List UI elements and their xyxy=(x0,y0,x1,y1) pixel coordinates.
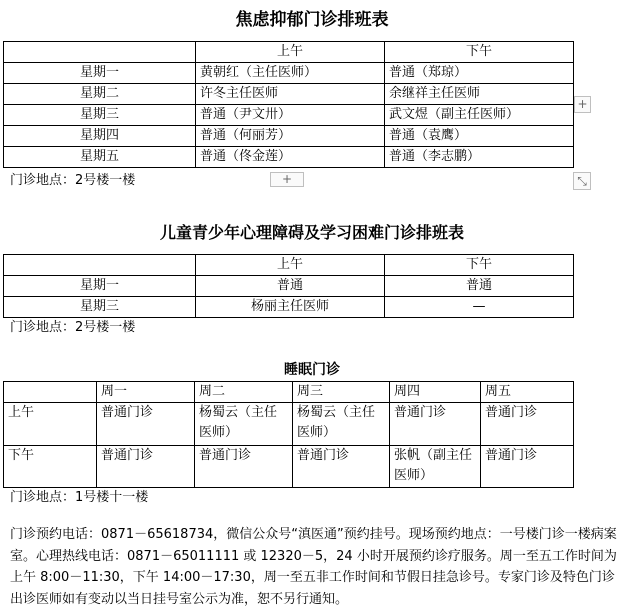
appointment-notice: 门诊预约电话：0871－65618734，微信公众号“滇医通”预约挂号。现场预约地点：一号楼门诊一楼病案室。心理热线电话：0871－65011111 或 12320－5，24 小时开展预约诊疗服务。周一至五工作时间为上午 8:00－11:30，下午 14:00－17:30，周一至五非工作时间和节假日挂急诊号。专家门诊及特色门诊出诊医师如有变动以当日挂号室公示为准，恕不另行通知。 xyxy=(10,527,617,607)
schedule-cell: 普通门诊 xyxy=(293,446,390,488)
morning-cell: 普通（佟金莲） xyxy=(196,147,385,168)
schedule-cell: 普通门诊 xyxy=(97,403,195,446)
day-cell: 星期五 xyxy=(4,147,196,168)
header-cell xyxy=(4,42,196,63)
child-schedule-table xyxy=(3,254,574,318)
schedule-cell: 普通门诊 xyxy=(97,446,195,488)
morning-cell: 普通（何丽芳） xyxy=(196,126,385,147)
header-cell: 周五 xyxy=(481,382,574,403)
header-cell xyxy=(4,255,196,276)
day-cell: 星期二 xyxy=(4,84,196,105)
period-cell: 上午 xyxy=(4,403,97,446)
schedule-cell: 杨蜀云（主任医师） xyxy=(195,403,293,446)
day-cell: 星期四 xyxy=(4,126,196,147)
afternoon-cell: 普通（李志鹏） xyxy=(385,147,574,168)
schedule-cell: 普通门诊 xyxy=(195,446,293,488)
morning-cell: 杨丽主任医师 xyxy=(196,297,385,318)
header-cell: 下午 xyxy=(385,42,574,63)
morning-cell: 许冬主任医师 xyxy=(196,84,385,105)
table-header-row xyxy=(4,42,574,63)
period-cell: 下午 xyxy=(4,446,97,488)
schedule-cell: 普通门诊 xyxy=(481,446,574,488)
sleep-clinic-title: 睡眠门诊 xyxy=(284,362,340,378)
header-cell: 上午 xyxy=(196,255,385,276)
table-row xyxy=(4,63,574,84)
afternoon-cell: 余继祥主任医师 xyxy=(385,84,574,105)
morning-cell: 普通（尹文卅） xyxy=(196,105,385,126)
table-row xyxy=(4,297,574,318)
afternoon-cell: 普通 xyxy=(385,276,574,297)
table-resize-handle[interactable]: ⤡ xyxy=(573,172,591,190)
sleep-clinic-table xyxy=(3,381,574,488)
table-row xyxy=(4,105,574,126)
day-cell: 星期一 xyxy=(4,63,196,84)
table-row xyxy=(4,126,574,147)
schedule-cell: 普通门诊 xyxy=(481,403,574,446)
header-cell: 周一 xyxy=(97,382,195,403)
add-column-button[interactable]: + xyxy=(574,96,591,113)
anxiety-schedule-title: 焦虑抑郁门诊排班表 xyxy=(235,10,389,30)
header-cell: 下午 xyxy=(385,255,574,276)
afternoon-cell: — xyxy=(385,297,574,318)
child-location: 门诊地点：2号楼一楼 xyxy=(10,320,136,335)
schedule-cell: 普通门诊 xyxy=(390,403,481,446)
day-cell: 星期三 xyxy=(4,297,196,318)
anxiety-location: 门诊地点：2号楼一楼 xyxy=(10,173,136,188)
header-cell: 周二 xyxy=(195,382,293,403)
table-row xyxy=(4,84,574,105)
header-cell: 周三 xyxy=(293,382,390,403)
schedule-cell: 张帆（副主任医师） xyxy=(390,446,481,488)
table-row xyxy=(4,276,574,297)
table-row xyxy=(4,403,574,446)
afternoon-cell: 普通（郑琼） xyxy=(385,63,574,84)
afternoon-cell: 普通（袁鹰） xyxy=(385,126,574,147)
header-cell: 上午 xyxy=(196,42,385,63)
child-schedule-title: 儿童青少年心理障碍及学习困难门诊排班表 xyxy=(159,223,464,242)
day-cell: 星期一 xyxy=(4,276,196,297)
table-row xyxy=(4,147,574,168)
add-row-button[interactable]: + xyxy=(270,172,304,187)
header-cell xyxy=(4,382,97,403)
table-header-row xyxy=(4,255,574,276)
header-cell: 周四 xyxy=(390,382,481,403)
morning-cell: 普通 xyxy=(196,276,385,297)
table-row xyxy=(4,446,574,488)
table-header-row xyxy=(4,382,574,403)
anxiety-schedule-table xyxy=(3,41,574,168)
morning-cell: 黄朝红（主任医师） xyxy=(196,63,385,84)
afternoon-cell: 武文煜（副主任医师） xyxy=(385,105,574,126)
sleep-location: 门诊地点：1号楼十一楼 xyxy=(10,490,149,505)
day-cell: 星期三 xyxy=(4,105,196,126)
schedule-cell: 杨蜀云（主任医师） xyxy=(293,403,390,446)
